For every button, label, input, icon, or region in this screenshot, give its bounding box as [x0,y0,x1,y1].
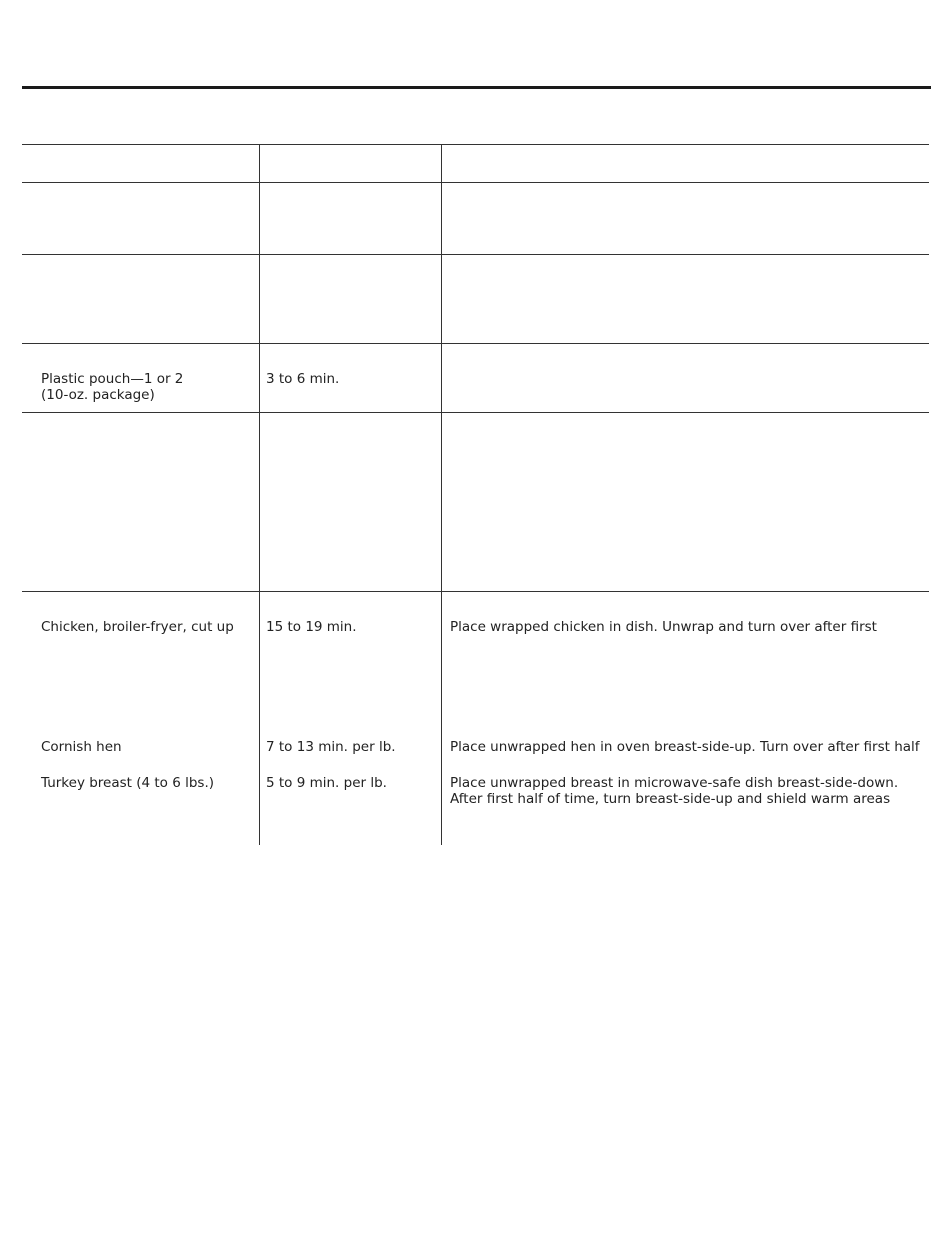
food-cell-chicken: Chicken, broiler-fryer, cut up [41,619,234,635]
row-divider [22,343,929,344]
comments-cell-cornish-hen: Place unwrapped hen in oven breast-side-up. Turn over after first half [450,739,920,755]
top-rule [22,86,931,89]
defrosting-guide-table [22,144,929,845]
table-header-bottom-rule [22,182,929,183]
food-cell-cornish-hen: Cornish hen [41,739,122,755]
comments-cell-chicken: Place wrapped chicken in dish. Unwrap and turn over after first [450,619,877,635]
column-divider [441,144,442,845]
time-cell-chicken: 15 to 19 min. [266,619,357,635]
row-divider [22,412,929,413]
time-cell-turkey-breast: 5 to 9 min. per lb. [266,775,387,791]
time-cell-cornish-hen: 7 to 13 min. per lb. [266,739,396,755]
row-divider [22,591,929,592]
food-cell-turkey-breast: Turkey breast (4 to 6 lbs.) [41,775,215,791]
table-header-top-rule [22,144,929,145]
comments-cell-turkey-breast: Place unwrapped breast in microwave-safe dish breast-side-down. After first half of time, turn breast-side-up and shield warm areas [450,775,899,807]
time-cell-plastic-pouch: 3 to 6 min. [266,371,340,387]
row-divider [22,254,929,255]
food-cell-plastic-pouch: Plastic pouch—1 or 2 (10-oz. package) [41,371,184,403]
column-divider [259,144,260,845]
